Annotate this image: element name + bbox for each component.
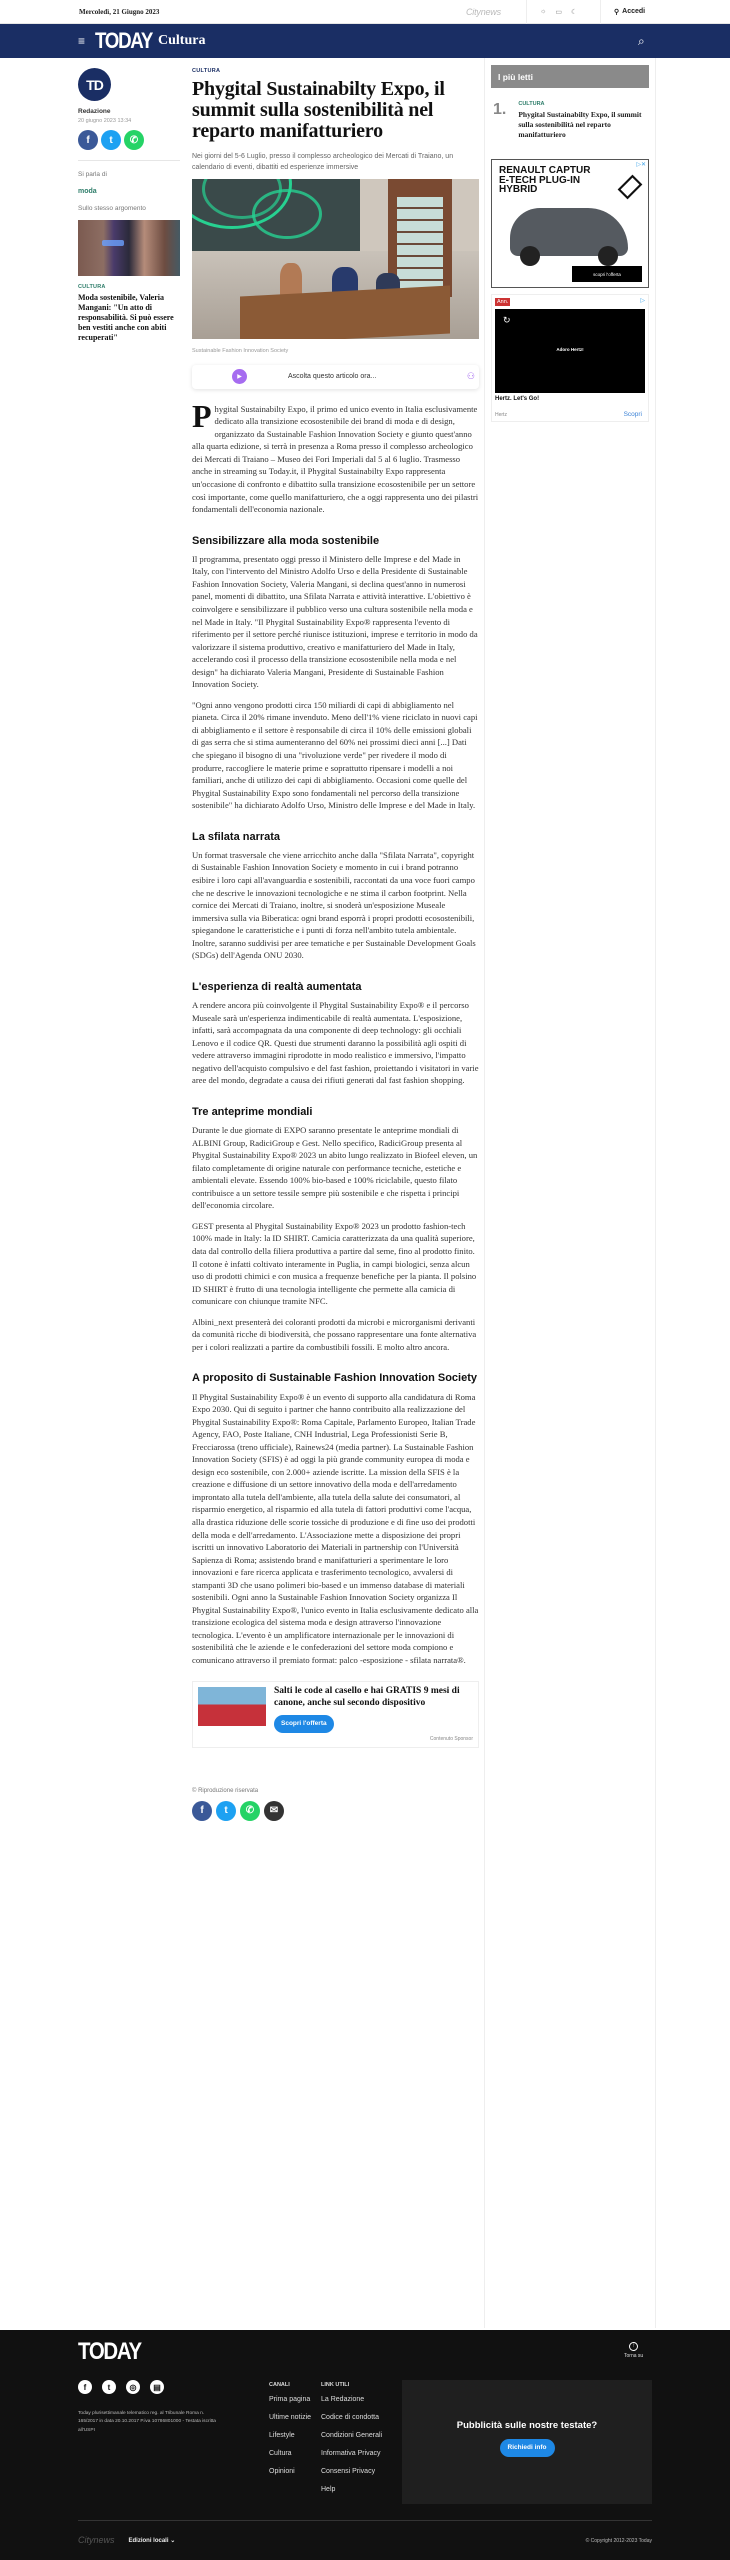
links-title: LINK UTILI [321, 2382, 350, 2388]
facebook-icon[interactable]: f [78, 2380, 92, 2394]
author-avatar[interactable]: TD [78, 68, 111, 101]
back-to-top-label: Torna su [624, 2353, 644, 2359]
section-heading: Sensibilizzare alla moda sostenibile [192, 534, 380, 547]
footer-links [321, 2382, 382, 2502]
ad-title[interactable]: Hertz. Let's Go! [495, 396, 540, 403]
footer-link[interactable]: Condizioni Generali [321, 2432, 383, 2439]
moon-icon[interactable]: ☾ [571, 8, 578, 16]
promo-title: Pubblicità sulle nostre testate? [456, 2420, 598, 2431]
hamburger-icon[interactable]: ≡ [78, 34, 86, 48]
drop-cap: P [192, 397, 212, 434]
most-read-item[interactable] [491, 101, 649, 139]
topics-label: Si parla di [78, 171, 107, 178]
theme-switcher [540, 8, 577, 16]
video-text: Adoro Hertz! [556, 347, 584, 353]
most-read-kicker: CULTURA [518, 101, 545, 107]
twitter-icon[interactable]: t [102, 2380, 116, 2394]
paragraph: GEST presenta al Phygital Sustainability Expo® 2023 un prodotto fashion-tech 100% made in Italy: la ID SHIRT. Camicia caratterizzata da una qualità superiore, data dal controllo della filiera produttiva a partire dal seme, fino al prodotto finito. Il cotone è infatti coltivato interamente in Puglia, in campi biologici, senza alcun uso di prodotti chimici e con musica a frequenze benefiche per la pianta. Il polsino ID SHIRT è frutto di una tecnologia intelligente che permette alla camicia di comunicare con chiunque tramite NFC. [192, 1220, 477, 1307]
section-heading: La sfilata narrata [192, 830, 281, 843]
twitter-share-button[interactable]: t [101, 130, 121, 150]
footer-link[interactable]: Opinioni [269, 2468, 295, 2475]
related-label: Sullo stesso argomento [78, 205, 146, 212]
sponsored-content[interactable] [192, 1681, 479, 1748]
newsletter-icon[interactable]: ▤ [150, 2380, 164, 2394]
divider [78, 2520, 652, 2521]
copyright: © Copyright 2012-2023 Today [585, 2538, 652, 2544]
right-sidebar [484, 58, 656, 2328]
main-navbar [0, 24, 730, 58]
footer-channels [269, 2382, 311, 2484]
facebook-share-button[interactable]: f [192, 1801, 212, 1821]
login-button[interactable] [614, 8, 645, 16]
divider [526, 0, 527, 24]
hertz-ad[interactable] [491, 294, 649, 422]
paragraph: Durante le due giornate di EXPO saranno presentate le anteprime mondiali di ALBINI Group, RadiciGroup e Gest. Nello specifico, RadiciGroup presenta al Phygital Sustainability Expo® 2023 un abito lungo realizzato in Biofeel eleven, un filato completamente di origine naturale con performance tecniche, estetiche e ambientali elevate. Essendo 100% bio-based e 100% riciclabile, questo filato contribuisce a un settore tessile sempre più sostenibile e che rispetta i principi dell'economia circolare. [192, 1125, 478, 1211]
paragraph: Il Phygital Sustainability Expo® è un evento di supporto alla candidatura di Roma Expo 2030. Qui di seguito i partner che hanno contribuito alla realizzazione del Phygital Sustainability Expo®: Roma Capitale, Parlamento Europeo, Italian Trade Agency, FAO, Poste Italiane, CNH Industrial, Lega Professionisti Serie B, Frecciarossa (treno ufficiale), Rainews24 (media partner). La Sustainable Fashion Innovation Society (SFIS) è ad oggi la più grande community europea di moda e design eco sostenibile, con 2.000+ aziende iscritte. La mission della SFIS è la creazione e diffusione di un settore innovativo della moda e dell'arredamento improntato alla tutela dell'ambiente, alla tutela della salute dei consumatori, al risparmio energetico, al risparmio ed alla tutela di fattori produttivi come l'acqua, alla drastica riduzione delle scorie tossiche di produzione e di fine uso dei prodotti della moda e dell'arredamento. L'Associazione mette a disposizione dei propri iscritti un innovativo Laboratorio dei Materiali in partnership con l'Università Sapienza di Roma; assistendo brand e manifatturieri a sperimentare le loro innovazioni e fare ricerca applicata e trasferimento tecnologico, avvalersi di stampanti 3D che usano polimeri bio-based e un immenso database di materiali sostenibili. Ogni anno la Sustainable Fashion Innovation Society organizza Il Phygital Sustainability Expo®, l'unico evento in Italia esclusivamente dedicato alla transizione ecologica del sistema moda e design attraverso l'innovazione tecnologica. L'evento è un amplificatore internazionale per le innovazioni di sostenibilità che le aziende e le confederazioni del settore moda compiono e comunicano attraverso il premiato format: palco -esposizione - sfilata narrata®. [192, 1391, 479, 1666]
facebook-share-button[interactable]: f [78, 130, 98, 150]
related-article-kicker: CULTURA [78, 284, 106, 290]
divider [78, 160, 180, 161]
ad-headline-line: RENAULT CAPTUR [499, 165, 591, 177]
article [192, 68, 479, 1821]
paragraph: Un format trasversale che viene arricchito anche dalla "Sfilata Narrata", copyright di Sustainable Fashion Innovation Society e momento in cui i brand potranno esibire i loro capi all'avanguardia e sostenibili, raccontati da una voce fuori campo che ne descrive le innovazioni tecnologiche e ne stima il carbon footprint. Nella cornice dei Mercati di Traiano, inoltre, si snoderà un'esposizione Museale immersiva sulla via Biberatica: ogni brand esporrà i propri prodotti ecosostenibili, spiegandone le caratteristiche e i punti di forza nell'ambito tutela ambientale. Inoltre, saranno suddivisi per aree tematiche e per Sustainable Development Goals (SDGs) dell'Agenda ONU 2030. [192, 849, 476, 961]
section-heading: Tre anteprime mondiali [192, 1105, 313, 1118]
play-icon[interactable]: ▶ [232, 369, 247, 384]
adchoices-icon[interactable]: ▷ [640, 298, 645, 305]
site-footer [0, 2330, 730, 2560]
article-intro [192, 397, 479, 516]
footer-social [78, 2380, 164, 2394]
footer-link[interactable]: Lifestyle [269, 2432, 295, 2439]
instagram-icon[interactable]: ◎ [126, 2380, 140, 2394]
wheel-shape [598, 246, 618, 266]
author-sidebar [78, 68, 180, 343]
current-date: Mercoledì, 21 Giugno 2023 [79, 7, 160, 16]
topic-tag-link[interactable]: moda [78, 188, 97, 195]
footer-link[interactable]: Codice di condotta [321, 2414, 379, 2421]
whatsapp-share-button[interactable]: ✆ [240, 1801, 260, 1821]
ad-cta-link[interactable]: Scopri [623, 411, 642, 419]
ad-badge: Ann. [497, 299, 509, 306]
sponsor-title[interactable]: Salti le code al casello e hai GRATIS 9 mesi di canone, anche sul secondo dispositivo [274, 1685, 460, 1708]
article-subtitle: Nei giorni del 5-6 Luglio, presso il complesso archeologico dei Mercati di Traiano, un calendario di eventi, dibattiti ed esperienze immersive [192, 153, 454, 171]
paragraph: A rendere ancora più coinvolgente il Phygital Sustainability Expo® e il percorso Museale sarà un'esperienza indimenticabile di realtà aumentata. L'esposizione, infatti, sarà accompagnata da una componente di deep technology: gli occhiali Lenovo e il codice QR. Questi due strumenti daranno la possibilità agli ospiti di vedere attraverso immagini riprodotte in modo realistico e immersivo, l'impatto negativo dell'acquisto compulsivo e del fast fashion, proiettando i visitatori in varie aree del mondo, degradate a causa dei rifiuti generati dal fast fashion shopping. [192, 1000, 479, 1086]
adchoices-icon[interactable]: ▷✕ [636, 162, 646, 169]
related-article-title[interactable]: Moda sostenibile, Valeria Mangani: "Un atto di responsabilità. Si può essere ben vestiti anche con abiti recuperati" [78, 293, 174, 342]
ad-cta-button[interactable]: scopri l'offerta [572, 266, 642, 282]
monitor-icon[interactable]: ▭ [555, 8, 563, 16]
footer-link[interactable]: Help [321, 2486, 336, 2493]
most-read-rank: 1. [493, 101, 507, 118]
local-editions-label: Edizioni locali [128, 2537, 169, 2544]
footer-logo[interactable]: TODAY [78, 2338, 141, 2365]
most-read-header: I più letti [491, 65, 649, 88]
paragraph: Albini_next presenterà dei coloranti prodotti da microbi e microrganismi derivanti da comunità ricche di biodiversità, che possano rappresentare una fonte alternativa per i colori realizzati a partire da combustibili fossili. E molto altro ancora. [192, 1316, 477, 1352]
footer-bottom [78, 2535, 175, 2545]
section-heading: A proposito di Sustainable Fashion Innovation Society [192, 1372, 478, 1385]
email-share-button[interactable]: ✉ [264, 1801, 284, 1821]
article-hero-image [192, 179, 479, 339]
ad-headline [499, 166, 590, 195]
local-editions-dropdown[interactable] [129, 2537, 176, 2544]
citynews-logo[interactable]: Citynews [466, 6, 501, 17]
chevron-down-icon: ⌄ [170, 2537, 176, 2544]
audio-player[interactable] [192, 365, 479, 389]
share-buttons [78, 130, 180, 150]
citynews-logo[interactable]: Citynews [78, 2535, 115, 2545]
article-kicker[interactable]: CULTURA [192, 68, 221, 74]
most-read-title[interactable]: Phygital Sustainabilty Expo, il summit sulla sostenibilità nel reparto manifatturiero [518, 110, 642, 139]
advertising-promo [402, 2380, 652, 2504]
footer-link[interactable]: Cultura [269, 2450, 292, 2457]
sponsor-note: Contenuto Sponsor [429, 1735, 473, 1742]
channels-title: CANALI [269, 2382, 290, 2388]
today-logo[interactable]: TODAY [95, 28, 153, 53]
copyright-notice: © Riproduzione riservata [192, 1787, 259, 1794]
page-content [0, 58, 730, 2328]
renault-logo-icon [618, 175, 643, 200]
section-title[interactable]: Cultura [158, 33, 206, 48]
replay-icon[interactable]: ↻ [503, 315, 511, 326]
footer-link[interactable]: Prima pagina [269, 2396, 311, 2403]
ad-headline-line: E-TECH PLUG-IN [499, 174, 581, 186]
whatsapp-share-button[interactable]: ✆ [124, 130, 144, 150]
ad-headline-line: HYBRID [499, 184, 538, 196]
twitter-share-button[interactable]: t [216, 1801, 236, 1821]
intro-text: hygital Sustainabilty Expo, il primo ed unico evento in Italia esclusivamente dedicato alla transizione ecosostenibile dei brand di moda e di design, organizzato da Sustainable Fashion Innovation Society e giunto quest'anno alla quarta edizione, si terrà in presenza a Roma presso il complesso archeologico dei Mercati di Traiano – Museo dei Fori Imperiali dal 5 al 6 luglio. Trasmesso anche in streaming su Today.it, il Phygital Sustainabilty Expo rappresenta un'occasione di confronto e dibattito sulla transizione ecosostenibile per un settore così importante, come quello manifatturiero, che a oggi rappresenta uno dei pilastri fondamentali dell'economia nazionale. [192, 403, 479, 515]
top-bar [0, 0, 730, 24]
footer-link[interactable]: La Redazione [321, 2396, 365, 2403]
back-to-top-button[interactable] [624, 2342, 643, 2359]
footer-link[interactable]: Informativa Privacy [321, 2450, 381, 2457]
sun-icon[interactable]: ☼ [540, 7, 547, 15]
legal-text: Today plurisettimanale telematico reg. al Tribunale Roma n. 165/2017 in data 20.10.2017 P.iva 10786801000 - Testata iscritta all'USPI [78, 2411, 216, 2433]
ad-video[interactable] [495, 309, 645, 393]
divider [600, 0, 601, 24]
footer-link[interactable]: Consensi Privacy [321, 2468, 376, 2475]
wheel-shape [520, 246, 540, 266]
request-info-button[interactable]: Richiedi info [500, 2439, 555, 2457]
paragraph: Il programma, presentato oggi presso il Ministero delle Imprese e del Made in Italy, con l'intervento del Ministro Adolfo Urso e della Presidente di Sustainable Fashion Innovation Society, Valeria Mangani, si declina quest'anno in numerosi panel, momenti di dibattito, una Sfilata Narrata e attività interattive. L'obiettivo è coinvolgere e sensibilizzare il pubblico verso una cultura sostenibile nella moda e nel Made in Italy. "Il Phygital Sustainability Expo® rappresenta l'evento di riferimento per il settore perché riunisce istituzioni, imprese e territorio in modo da valorizzare il sistema produttivo, creativo e manifatturiero del Made in Italy, accelerando così il processo della transizione ecosostenibile nella moda e nel design" ha dichiarato Valeria Mangani, Presidente di Sustainable Fashion Innovation Society. [192, 553, 478, 690]
arrow-up-icon: ↑ [629, 2342, 638, 2351]
ad-brand: Hertz [495, 412, 507, 419]
section-heading: L'esperienza di realtà aumentata [192, 980, 362, 993]
bottom-share-buttons [192, 1801, 479, 1821]
publish-date: 20 giugno 2023 13:34 [78, 118, 132, 124]
article-body [192, 397, 479, 1667]
renault-ad[interactable] [491, 159, 649, 288]
article-title: Phygital Sustainabilty Expo, il summit sulla sostenibilità nel reparto manifatturiero [192, 78, 445, 142]
author-name[interactable]: Redazione [78, 108, 111, 115]
related-article-image[interactable] [78, 220, 180, 276]
footer-link[interactable]: Ultime notizie [269, 2414, 312, 2421]
sponsor-cta-button[interactable]: Scopri l'offerta [274, 1715, 334, 1733]
audio-brand-icon: ⚇ [466, 371, 475, 382]
image-caption: Sustainable Fashion Innovation Society [192, 347, 289, 354]
login-label: Accedi [622, 8, 646, 15]
user-icon: ⚲ [614, 8, 620, 16]
audio-player-label: Ascolta questo articolo ora... [288, 373, 377, 381]
paragraph: "Ogni anno vengono prodotti circa 150 miliardi di capi di abbigliamento nel pianeta. Circa il 20% rimane invenduto. Meno dell'1% viene riciclato in nuovi capi di abbigliamento e il settore è responsabile di circa il 10% delle emissioni globali di gas serra che si stima aumenteranno del 60% nei prossimi dieci anni [...] Dati che spiegano il bisogno di una "rivoluzione verde" per rivedere il modo di produrre, raccogliere le materie prime e soprattutto ripensare i modelli a noi familiari, anche di utilizzo dei capi di abbigliamento. Occasioni come quelle del Phygital Sustainability Expo sono fondamentali nel percorso della transizione sostenibile" ha dichiarato Adolfo Urso, Ministro delle Imprese e del Made in Italy. [192, 699, 478, 811]
search-icon[interactable]: ⌕ [638, 33, 645, 48]
sponsor-image[interactable] [198, 1687, 266, 1726]
